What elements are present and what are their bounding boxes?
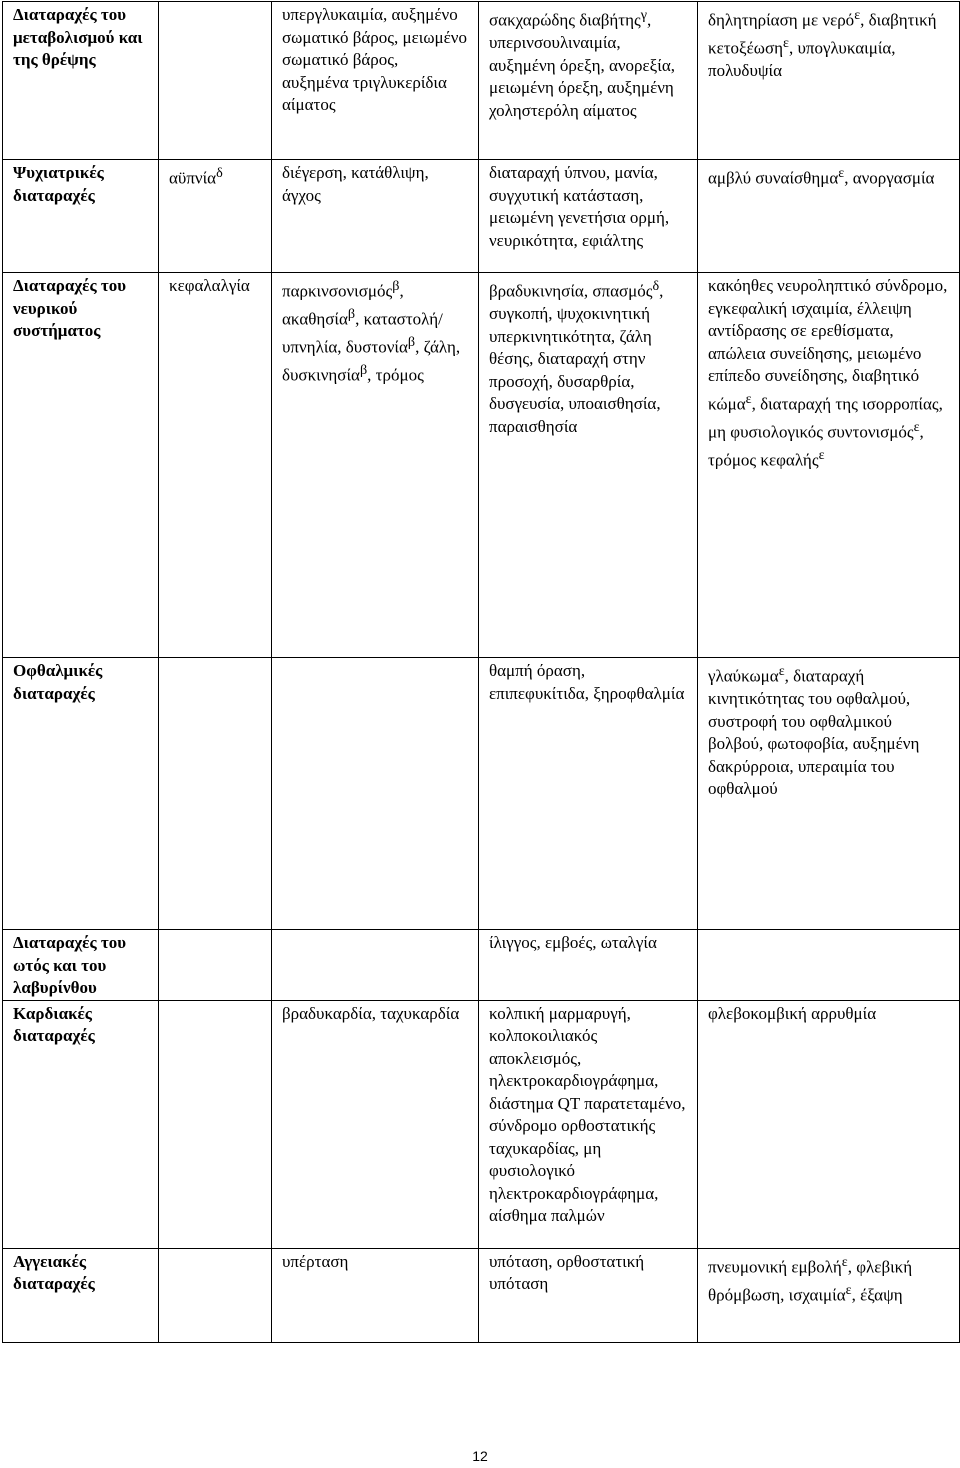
- table-row: [3, 273, 960, 658]
- cell-col2: [159, 1000, 272, 1248]
- cell-col4: κολπική μαρμαρυγή, κολποκοιλιακός αποκλεισμός, ηλεκτροκαρδιογράφημα, διάστημα QT παρατεταμένο, σύνδρομο ορθοστατικής ταχυκαρδίας, μη φυσιολογικό ηλεκτροκαρδιογράφημα, αίσθημα παλμών: [479, 1000, 698, 1248]
- cell-col3: υπεργλυκαιμία, αυξημένο σωματικό βάρος, μειωμένο σωματικό βάρος, αυξημένα τριγλυκερίδια αίματος: [272, 2, 479, 160]
- table-row: [3, 1248, 960, 1342]
- cell-col5: δηλητηρίαση με νερό$^\varepsilon$, διαβητική κετοξέωση$^\varepsilon$, υπογλυκαιμία, πολυδυψία: [698, 2, 960, 160]
- row-category: Αγγειακές διαταραχές: [3, 1248, 159, 1342]
- cell-col2: [159, 930, 272, 1001]
- cell-col2: κεφαλαλγία: [159, 273, 272, 658]
- row-category: Καρδιακές διαταραχές: [3, 1000, 159, 1248]
- page-number: 12: [472, 1448, 488, 1464]
- table-row: [3, 1000, 960, 1248]
- row-category: Ψυχιατρικές διαταραχές: [3, 160, 159, 273]
- cell-col2: [159, 658, 272, 930]
- cell-col3: υπέρταση: [272, 1248, 479, 1342]
- cell-col3: βραδυκαρδία, ταχυκαρδία: [272, 1000, 479, 1248]
- table-row: [3, 930, 960, 1001]
- cell-col5: φλεβοκομβική αρρυθμία: [698, 1000, 960, 1248]
- row-category: Διαταραχές του νευρικού συστήματος: [3, 273, 159, 658]
- row-category: Διαταραχές του μεταβολισμού και της θρέψης: [3, 2, 159, 160]
- cell-col4: διαταραχή ύπνου, μανία, συγχυτική κατάσταση, μειωμένη γενετήσια ορμή, νευρικότητα, εφιάλτης: [479, 160, 698, 273]
- cell-col5: κακόηθες νευροληπτικό σύνδρομο, εγκεφαλική ισχαιμία, έλλειψη αντίδρασης σε ερεθίσματα, απώλεια συνείδησης, μειωμένο επίπεδο συνείδησης, διαβητικό κώμα$^\varepsilon$, διαταραχή της ισορροπίας, μη φυσιολογικός συντονισμός$^\varepsilon$, τρόμος κεφαλής$^\varepsilon$: [698, 273, 960, 658]
- cell-col5: [698, 930, 960, 1001]
- table-row: [3, 160, 960, 273]
- cell-col2: [159, 1248, 272, 1342]
- cell-col4: θαμπή όραση, επιπεφυκίτιδα, ξηροφθαλμία: [479, 658, 698, 930]
- cell-col3: [272, 658, 479, 930]
- cell-col4: βραδυκινησία, σπασμός$^\delta$, συγκοπή, ψυχοκινητική υπερκινητικότητα, ζάλη θέσης, διαταραχή στην προσοχή, δυσαρθρία, δυσγευσία, υποαισθησία, παραισθησία: [479, 273, 698, 658]
- cell-col2: αϋπνία$^\delta$: [159, 160, 272, 273]
- row-category: Διαταραχές του ωτός και του λαβυρίνθου: [3, 930, 159, 1001]
- adverse-reactions-table: [2, 1, 960, 1343]
- table-row: [3, 2, 960, 160]
- cell-col4: σακχαρώδης διαβήτης$^\gamma$, υπερινσουλιναιμία, αυξημένη όρεξη, ανορεξία, μειωμένη όρεξη, αυξημένη χοληστερόλη αίματος: [479, 2, 698, 160]
- cell-col3: παρκινσονισμός$^\beta$, ακαθησία$^\beta$, καταστολή/υπνηλία, δυστονία$^\beta$, ζάλη, δυσκινησία$^\beta$, τρόμος: [272, 273, 479, 658]
- cell-col5: πνευμονική εμβολή$^\varepsilon$, φλεβική θρόμβωση, ισχαιμία$^\varepsilon$, έξαψη: [698, 1248, 960, 1342]
- cell-col4: υπόταση, ορθοστατική υπόταση: [479, 1248, 698, 1342]
- cell-col3: διέγερση, κατάθλιψη, άγχος: [272, 160, 479, 273]
- cell-col2: [159, 2, 272, 160]
- cell-col3: [272, 930, 479, 1001]
- table-row: [3, 658, 960, 930]
- cell-col5: αμβλύ συναίσθημα$^\varepsilon$, ανοργασμία: [698, 160, 960, 273]
- cell-col5: γλαύκωμα$^\varepsilon$, διαταραχή κινητικότητας του οφθαλμού, συστροφή του οφθαλμικού βολβού, φωτοφοβία, αυξημένη δακρύρροια, υπεραιμία του οφθαλμού: [698, 658, 960, 930]
- cell-col4: ίλιγγος, εμβοές, ωταλγία: [479, 930, 698, 1001]
- row-category: Οφθαλμικές διαταραχές: [3, 658, 159, 930]
